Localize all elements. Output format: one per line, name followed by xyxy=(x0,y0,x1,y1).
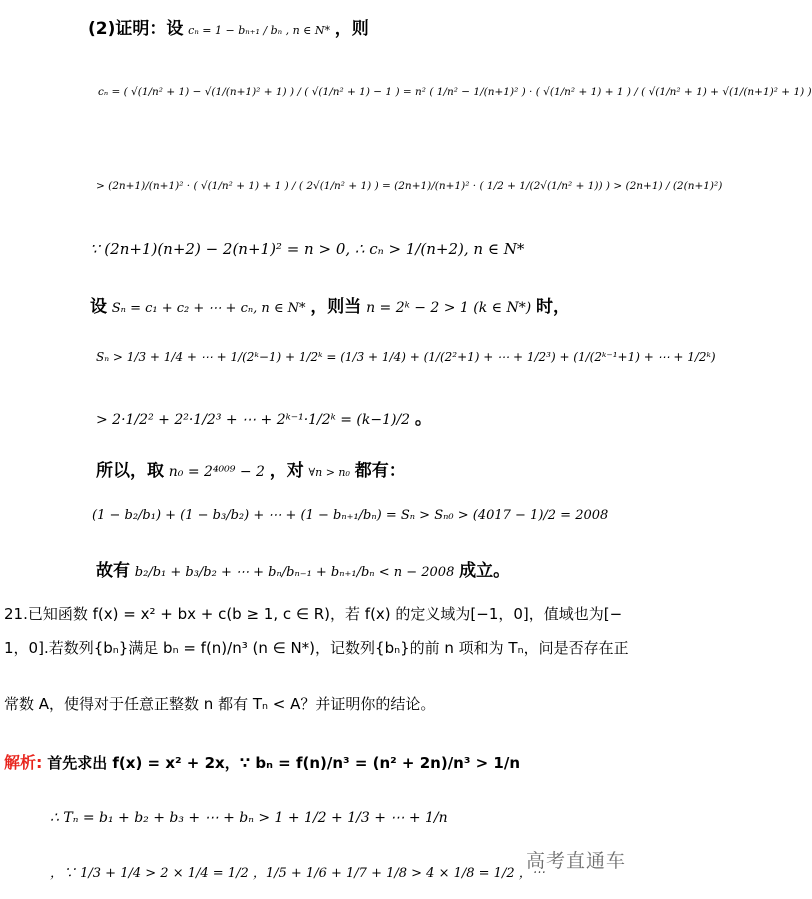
s-definition: Sₙ = c₁ + c₂ + ⋯ + cₙ, n ∈ N* xyxy=(111,301,306,316)
set-s-line xyxy=(90,292,570,317)
n0-definition: n₀ = 2⁴⁰⁰⁹ − 2 xyxy=(168,464,265,480)
set-s-when: ，则当 xyxy=(310,297,362,317)
analysis-line3: ，∵ 1/3 + 1/4 > 2 × 1/4 = 1/2 ，1/5 + 1/6 + 1/7 + 1/8 > 4 × 1/8 = 1/2 ，⋯ xyxy=(50,866,545,881)
so-line xyxy=(96,456,406,481)
so-prefix: 所以，取 xyxy=(96,461,164,481)
n-condition: n = 2ᵏ − 2 > 1 (k ∈ N*) xyxy=(366,300,532,316)
def-c-formula: cₙ = 1 − bₙ₊₁ / bₙ , n ∈ N* xyxy=(188,24,330,37)
so-mid: ，对 xyxy=(269,461,304,481)
analysis-line2: ∴ Tₙ = b₁ + b₂ + b₃ + ⋯ + bₙ > 1 + 1/2 + 1/3 + ⋯ + 1/n xyxy=(50,810,448,826)
equation-s-grouping: Sₙ > 1/3 + 1/4 + ⋯ + 1/(2ᵏ−1) + 1/2ᵏ = (1/3 + 1/4) + (1/(2²+1) + ⋯ + 1/2³) + (1/(2ᵏ⁻¹+1) + ⋯ + 1/2ᵏ) xyxy=(96,350,716,364)
part2-heading: (2)证明：设 xyxy=(88,19,184,39)
equation-s-sum: > 2·1/2² + 2²·1/2³ + ⋯ + 2ᵏ⁻¹·1/2ᵏ = (k−1)/2 xyxy=(96,412,411,428)
conclusion-formula: b₂/b₁ + b₃/b₂ + ⋯ + bₙ/bₙ₋₁ + bₙ₊₁/bₙ < n − 2008 xyxy=(134,565,455,580)
period-mark: 。 xyxy=(414,409,432,429)
so-suffix: 都有： xyxy=(354,461,406,481)
equation-c-expansion: cₙ = ( √(1/n² + 1) − √(1/(n+1)² + 1) ) / ( √(1/n² + 1) − 1 ) = n² ( 1/n² − 1/(n+1)² ) · ( √(1/n² + 1) + 1 ) / ( √(1/n² + 1) + √(1/(n+1)² + 1) ) xyxy=(98,86,812,98)
set-s-suffix: 时， xyxy=(535,297,570,317)
conclusion-suffix: 成立。 xyxy=(459,561,511,581)
equation-c-bound: ∵ (2n+1)(n+2) − 2(n+1)² = n > 0, ∴ cₙ > 1/(n+2), n ∈ N* xyxy=(90,240,525,258)
analysis-line1 xyxy=(4,750,520,773)
equation-c-inequality: > (2n+1)/(n+1)² · ( √(1/n² + 1) + 1 ) / ( 2√(1/n² + 1) ) = (2n+1)/(n+1)² · ( 1/2 + 1/(2√(1/n² + 1)) ) > (2n+1) / (2(n+1)²) xyxy=(96,180,723,192)
analysis-label: 解析: xyxy=(4,753,43,772)
question21-line3: 常数 A，使得对于任意正整数 n 都有 Tₙ < A？并证明你的结论。 xyxy=(4,695,436,713)
question21-line1: 21.已知函数 f(x) = x² + bx + c(b ≥ 1, c ∈ R)，若 f(x) 的定义域为[−1，0]，值域也为[− xyxy=(4,605,623,623)
watermark-text: 高考直通车 xyxy=(526,850,627,872)
analysis-text1: 首先求出 f(x) = x² + 2x，∵ bₙ = f(n)/n³ = (n² + 2n)/n³ > 1/n xyxy=(47,754,521,772)
conclusion-prefix: 故有 xyxy=(96,561,130,581)
equation-telescoping: (1 − b₂/b₁) + (1 − b₃/b₂) + ⋯ + (1 − bₙ₊₁/bₙ) = Sₙ > Sₙ₀ > (4017 − 1)/2 = 2008 xyxy=(92,508,609,523)
conclusion-line xyxy=(96,556,510,581)
equation-s-sum-line xyxy=(96,404,432,429)
question21-line2: 1，0].若数列{bₙ}满足 bₙ = f(n)/n³ (n ∈ N*)，记数列{bₙ}的前 n 项和为 Tₙ，问是否存在正 xyxy=(4,639,629,657)
set-s-prefix: 设 xyxy=(90,297,107,317)
then-text: ，则 xyxy=(334,19,369,39)
part2-heading-line xyxy=(88,14,369,39)
forall-n: ∀n > n₀ xyxy=(308,466,350,479)
